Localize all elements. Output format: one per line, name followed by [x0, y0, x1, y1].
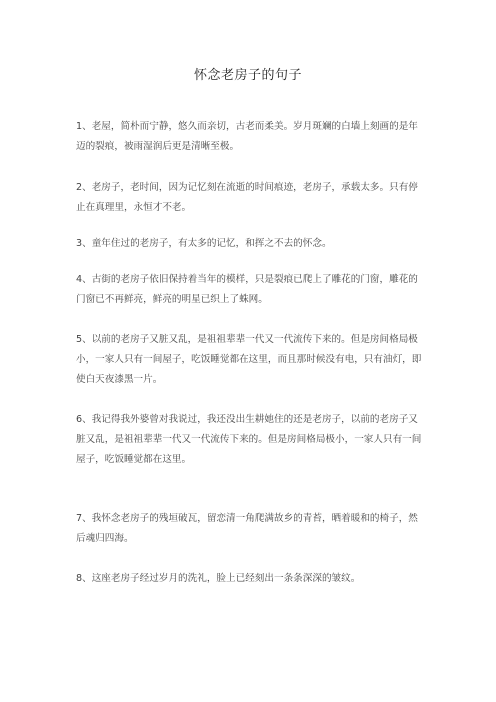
paragraph-3: 3、童年住过的老房子，有太多的记忆，和挥之不去的怀念。: [76, 238, 332, 249]
paragraph-2: 2、老房子，老时间，因为记忆刻在流逝的时间痕迹，老房子，承载太多。只有停止在真理里，永恒才不老。: [76, 182, 418, 213]
paragraph-6: 6、我记得我外婆曾对我说过，我还没出生耕她住的还是老房子，以前的老房子又脏又乱，是祖祖辈辈一代又一代流传下来的。但是房间格局极小，一家人只有一间屋子，吃饭睡觉都在这里。: [76, 414, 422, 465]
paragraph-5: 5、以前的老房子又脏又乱，是祖祖辈辈一代又一代流传下来的。但是房间格局极小，一家人只有一间屋子，吃饭睡觉都在这里，而且那时候没有电，只有油灯，即使白天夜漆黑一片。: [76, 334, 422, 385]
document-title: 怀念老房子的句子: [193, 68, 302, 83]
paragraph-8: 8、这座老房子经过岁月的洗礼，脸上已经刻出一条条深深的皱纹。: [76, 573, 361, 584]
paragraph-1: 1、老屋，简朴而宁静，悠久而亲切，古老而柔美。岁月斑斓的白墙上刻画的是年迈的裂痕，被雨湿润后更是清晰至极。: [76, 121, 418, 152]
paragraph-4: 4、古街的老房子依旧保持着当年的模样，只是裂痕已爬上了雕花的门窗，雕花的门窗已不再鲜亮，鲜亮的明星已织上了蛛网。: [76, 274, 418, 305]
paragraph-7: 7、我怀念老房子的残垣破瓦，留恋清一角爬满故乡的青苔，晒着暖和的椅子，然后魂归四海。: [76, 513, 418, 544]
